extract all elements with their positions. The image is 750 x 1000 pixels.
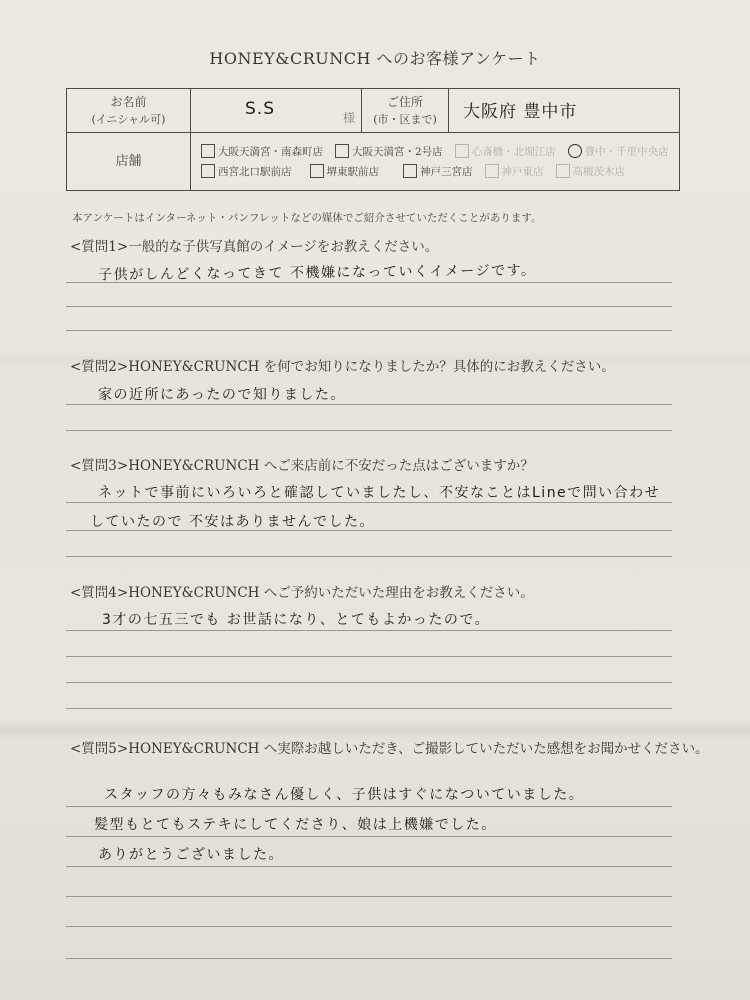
question-1-answer-line-1[interactable]: 子供がしんどくなってきて 不機嫌になっていくイメージです。	[97, 262, 537, 284]
question-5-answer-line-2[interactable]: 髪型もとてもステキにしてくださり、娘は上機嫌でした。	[94, 817, 497, 833]
question-3-answer-line-2[interactable]: していたので 不安はありませんでした。	[90, 514, 375, 530]
checkbox[interactable]	[556, 164, 570, 178]
checkbox[interactable]	[335, 144, 349, 158]
address-value: 大阪府 豊中市	[463, 102, 578, 122]
name-label: お名前	[110, 94, 147, 109]
question-5-answer-line-1[interactable]: スタッフの方々もみなさん優しく、子供はすぐになついていました。	[104, 787, 585, 803]
name-hint: (イニシャル可)	[91, 112, 166, 126]
question-3-label: <質問3>HONEY&CRUNCH へご来店前に不安だった点はございますか？	[70, 458, 534, 474]
answer-rule	[66, 866, 672, 867]
store-option[interactable]: 堺東駅前店	[310, 164, 380, 179]
store-option[interactable]: 大阪天満宮・2号店	[335, 144, 443, 159]
customer-info-table	[66, 88, 680, 191]
store-option[interactable]: 神戸東店	[485, 164, 544, 179]
question-2-answer-line-1[interactable]: 家の近所にあったので知りました。	[98, 387, 346, 403]
answer-rule	[66, 306, 672, 307]
store-label-cell	[67, 133, 191, 191]
answer-rule	[66, 430, 672, 431]
answer-rule	[66, 656, 672, 657]
name-label-cell	[67, 89, 191, 133]
store-row-1	[201, 144, 675, 159]
store-row-2	[201, 164, 675, 179]
name-value-cell[interactable]	[191, 89, 362, 133]
circle-mark-icon	[568, 144, 582, 158]
question-2-label: <質問2>HONEY&CRUNCH を何でお知りになりましたか？具体的にお教えください。	[70, 359, 615, 375]
name-suffix: 様	[342, 111, 355, 125]
answer-rule	[66, 708, 672, 709]
checkbox[interactable]	[403, 164, 417, 178]
checkbox[interactable]	[455, 144, 469, 158]
answer-rule	[66, 502, 672, 503]
answer-rule	[66, 896, 672, 897]
store-option[interactable]: 西宮北口駅前店	[201, 164, 292, 179]
answer-rule	[66, 926, 672, 927]
form-title: HONEY&CRUNCH へのお客様アンケート	[209, 49, 541, 68]
answer-rule	[66, 404, 672, 405]
address-value-cell[interactable]	[449, 89, 680, 133]
address-label: ご住所	[386, 94, 423, 109]
checkbox[interactable]	[201, 144, 215, 158]
checkbox[interactable]	[310, 164, 324, 178]
question-1-label: <質問1>一般的な子供写真館のイメージをお教えください。	[70, 239, 439, 255]
store-option[interactable]: 高槻茨木店	[556, 164, 626, 179]
answer-rule	[66, 530, 672, 531]
store-option[interactable]: 心斎橋・北堀江店	[455, 144, 556, 159]
store-option-selected[interactable]: 豊中・千里中央店	[568, 144, 669, 159]
answer-rule	[66, 682, 672, 683]
answer-rule	[66, 836, 672, 837]
answer-rule	[66, 958, 672, 959]
answer-rule	[66, 556, 672, 557]
store-options	[191, 133, 680, 191]
usage-notice: 本アンケートはインターネット・パンフレットなどの媒体でご紹介させていただくことがあります。	[72, 212, 542, 224]
answer-rule	[66, 630, 672, 631]
question-5-label: <質問5>HONEY&CRUNCH へ実際お越しいただき、ご撮影していただいた感想をお聞かせください。	[70, 741, 709, 757]
address-hint: (市・区まで)	[373, 112, 437, 126]
store-option[interactable]: 神戸三宮店	[403, 164, 473, 179]
store-label: 店舗	[115, 154, 142, 169]
question-3-answer-line-1[interactable]: ネットで事前にいろいろと確認していましたし、不安なことはLineで問い合わせ	[98, 485, 661, 501]
answer-rule	[66, 282, 672, 283]
question-4-label: <質問4>HONEY&CRUNCH へご予約いただいた理由をお教えください。	[70, 585, 534, 601]
name-value: S.S	[245, 99, 275, 119]
checkbox[interactable]	[485, 164, 499, 178]
question-4-answer-line-1[interactable]: 3才の七五三でも お世話になり、とてもよかったので。	[102, 612, 491, 628]
store-option[interactable]: 大阪天満宮・南森町店	[201, 144, 323, 159]
question-5-answer-line-3[interactable]: ありがとうございました。	[98, 847, 284, 863]
answer-rule	[66, 330, 672, 331]
answer-rule	[66, 806, 672, 807]
address-label-cell	[362, 89, 449, 133]
checkbox[interactable]	[201, 164, 215, 178]
